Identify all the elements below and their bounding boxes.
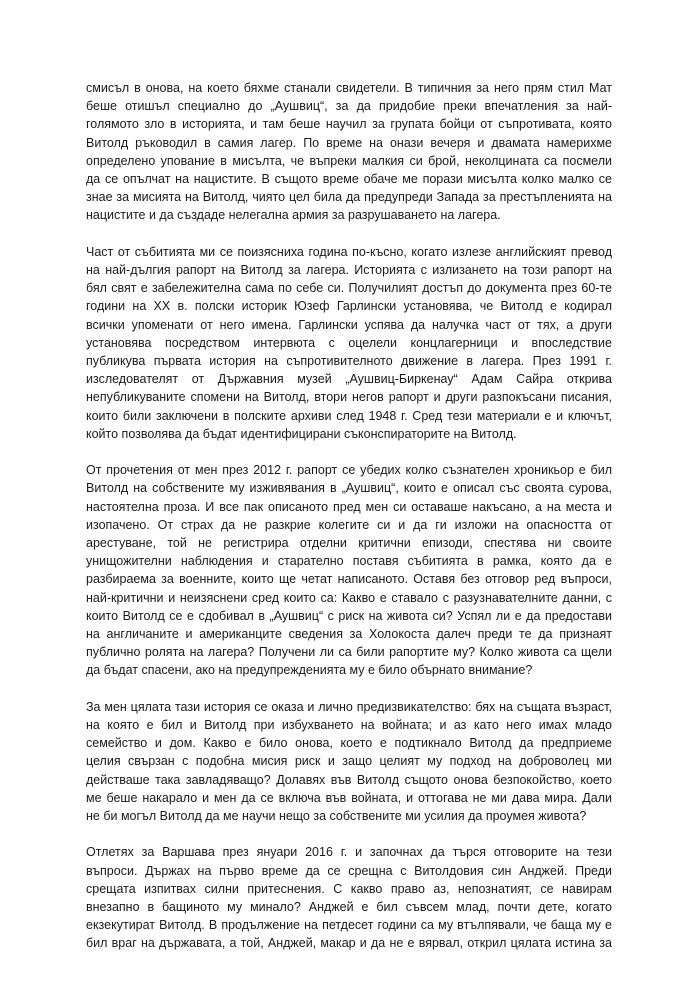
text-line: да се опълчат на нацистите. В същото време обаче ме порази мисълта колко малко се [86, 172, 612, 187]
text-line: бил враг на държавата, а той, Анджей, макар и да не е вярвал, открил цялата истина за [86, 936, 612, 951]
text-line: на англичаните и американците сведения за Холокоста далеч преди те да признаят [86, 627, 612, 642]
text-line: арестуване, той не регистрира отделни критични епизоди, спестява ни своите [86, 536, 612, 551]
text-line: унищожителни наблюдения и старателно поставя събитията в рамка, която да е [86, 554, 612, 569]
text-line: смисъл в онова, на което бяхме станали свидетели. В типичния за него прям стил Мат [86, 81, 612, 95]
text-line: Отлетях за Варшава през януари 2016 г. и започнах да търся отговорите на тези [86, 845, 612, 860]
text-line: семейство и дом. Какво е било онова, което е подтикнало Витолд да предприеме [86, 736, 612, 751]
text-line: публикува първата история на съпротивителното движение в лагера. През 1991 г. [86, 354, 612, 369]
paragraph [86, 843, 612, 952]
text-line: не би могъл Витолд да ме научи нещо за собствените ми усилия да проумея живота? [86, 809, 587, 824]
text-line: разбираема за военните, които ще четат написаното. Оставя без отговор ред въпроси, [86, 572, 612, 587]
text-line: най-критични и неизяснени сред които са: Какво е ставало с разузнавателните данни, с [86, 590, 612, 605]
text-line: беше отишъл специално до „Аушвиц“, за да придобие преки впечатления за най- [86, 99, 612, 114]
text-line: Част от събитията ми се поизясниха година по-късно, когато излезе английският превод [86, 244, 612, 259]
text-line: За мен цялата тази история се оказа и лично предизвикателство: бях на същата възраст, [86, 699, 612, 714]
text-line: на която е бил и Витолд при избухването на войната; и аз като него имах младо [86, 718, 612, 733]
text-line: внезапно в бащиното му минало? Анджей е бил съвсем млад, почти дете, когато [86, 900, 612, 915]
text-line: въпроси. Държах на първо време да се срещна с Витолдовия син Анджей. Преди [86, 863, 612, 878]
text-line: установява посредством интервюта с оцелели концлагерници и впоследствие [86, 335, 612, 350]
text-line: екзекутират Витолд. В продължение на петдесет години са му втълпявали, че баща му е [86, 918, 612, 933]
text-line: От прочетения от мен през 2012 г. рапорт се убедих колко съзнателен хроникьор е бил [86, 463, 612, 478]
paragraph [86, 79, 612, 225]
text-line: на най-дългия рапорт на Витолд за лагера. Историята с излизането на този рапорт на [86, 263, 612, 278]
text-line: които били заключени в полските архиви след 1948 г. Сред тези материали е и ключът, [86, 408, 612, 423]
text-line: настоятелна проза. И все пак описаното пред мен си оставаше накъсано, а на места и [86, 499, 612, 514]
text-line: Витолд на собствените му изживявания в „Аушвиц“, които е описал със своята сурова, [86, 481, 612, 496]
text-line: публично ролята на лагера? Получени ли са били рапортите му? Колко живота са щели [86, 645, 612, 660]
text-line: изследователят от Държавния музей „Аушвиц-Биркенау“ Адам Сайра открива [86, 372, 612, 387]
text-line: целия свързан с подобна мисия риск и защо целият му подход на доброволец ми [86, 754, 612, 769]
text-line: нацистите и да създаде нелегална армия за разрушаването на лагера. [86, 208, 501, 223]
text-line: бял свят е забележителна сама по себе си. Получилият достъп до документа през 60-те [86, 281, 612, 296]
text-line: действаше така завладяващо? Долавях във Витолд същото онова безпокойство, което [86, 772, 612, 787]
text-line: изопачено. От страх да не разкрие колегите си и да ги изложи на опасността от [86, 517, 612, 532]
text-line: знае за мисията на Витолд, чиято цел била да предупреди Запада за престъпленията на [86, 190, 612, 205]
text-line: срещата изпитвах силни притеснения. С какво право аз, непознатият, се навирам [86, 881, 612, 896]
text-line: голямото зло в историята, и там беше научил за групата бойци от съпротивата, която [86, 117, 612, 132]
text-line: години на XX в. полски историк Юзеф Гарлински установява, че Витолд е кодирал [86, 299, 612, 314]
text-line: Витолд ръководил в самия лагер. По време на онази вечеря и двамата намерихме [86, 135, 612, 150]
text-line: които Витолд се е сдобивал в „Аушвиц“ с риск на живота си? Успял ли е да предостави [86, 608, 612, 623]
paragraph [86, 243, 612, 443]
text-line: всички упоменати от него имена. Гарлински успява да налучка част от тях, а други [86, 317, 612, 332]
text-line: определено упование в мисълта, че въпреки малкия си брой, неколцината са посмели [86, 153, 612, 168]
text-line: непубликуваните спомени на Витолд, втори негов рапорт и други разпокъсани писания, [86, 390, 612, 405]
paragraph [86, 698, 612, 825]
text-line: който позволява да бъдат идентифицирани съконспираторите на Витолд. [86, 426, 517, 441]
text-line: да бъдат спасени, ако на предупрежденията му е било обърнато внимание? [86, 663, 533, 678]
text-line: ме беше накарало и мен да се включа във войната, и оттогава не ми дава мира. Дали [86, 790, 612, 805]
paragraph [86, 461, 612, 679]
document-body [86, 79, 612, 953]
